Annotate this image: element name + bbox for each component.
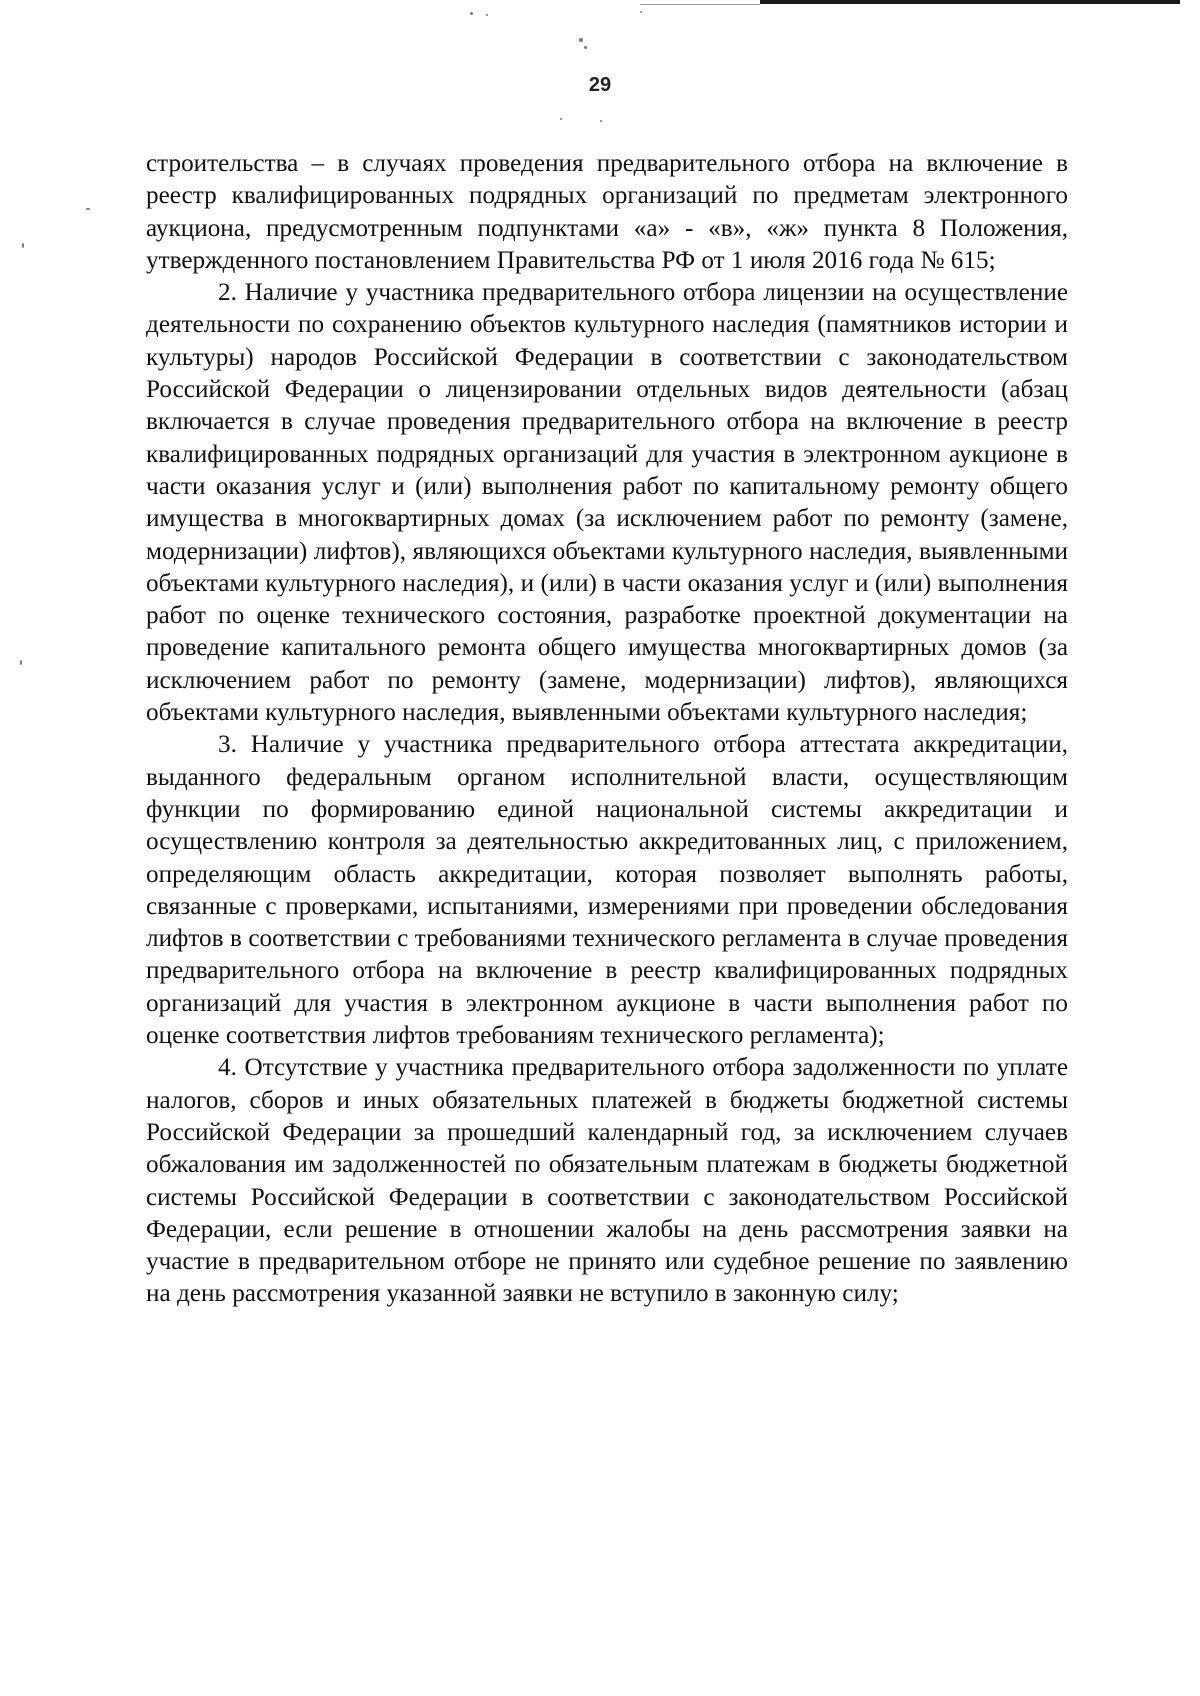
scan-speck	[22, 243, 24, 248]
scan-speck	[579, 38, 583, 42]
scan-speck	[560, 118, 562, 120]
paragraph-continuation: строительства – в случаях проведения предварительного отбора на включение в реестр квалифицированных подрядных организаций по предметам электронного аукциона, предусмотренным подпунктами «а» - «в», «ж» пункта 8 Положения, утвержденного постановлением Правительства РФ от 1 июля 2016 года № 615;	[146, 150, 1068, 274]
scan-edge-artifact-thin	[640, 4, 760, 5]
document-body	[146, 148, 1068, 1311]
scan-speck	[20, 660, 22, 665]
page-number: 29	[588, 74, 612, 96]
scan-speck	[86, 208, 90, 210]
scan-speck	[486, 14, 488, 16]
scan-speck	[584, 46, 587, 49]
scan-speck	[640, 11, 642, 13]
scan-speck	[600, 120, 602, 122]
paragraph-item-2: 2. Наличие у участника предварительного отбора лицензии на осуществление деятельности по сохранению объектов культурного наследия (памятников истории и культуры) народов Российской Федерации в соответствии с законодательством Российской Федерации о лицензировании отдельных видов деятельности (абзац включается в случае проведения предварительного отбора на включение в реестр квалифицированных подрядных организаций для участия в электронном аукционе в части оказания услуг и (или) выполнения работ по капитальному ремонту общего имущества в многоквартирных домах (за исключением работ по ремонту (замене, модернизации) лифтов), являющихся объектами культурного наследия, выявленными объектами культурного наследия), и (или) в части оказания услуг и (или) выполнения работ по оценке технического состояния, разработке проектной документации на проведение капитального ремонта общего имущества многоквартирных домов (за исключением работ по ремонту (замене, модернизации) лифтов), являющихся объектами культурного наследия, выявленными объектами культурного наследия;	[146, 279, 1068, 727]
paragraph-item-3: 3. Наличие у участника предварительного отбора аттестата аккредитации, выданного федеральным органом исполнительной власти, осуществляющим функции по формированию единой национальной системы аккредитации и осуществлению контроля за деятельностью аккредитованных лиц, с приложением, определяющим область аккредитации, которая позволяет выполнять работы, связанные с проверками, испытаниями, измерениями при проведении обследования лифтов в соответствии с требованиями технического регламента в случае проведения предварительного отбора на включение в реестр квалифицированных подрядных организаций для участия в электронном аукционе в части выполнения работ по оценке соответствия лифтов требованиям технического регламента);	[146, 731, 1068, 1050]
paragraph-item-4: 4. Отсутствие у участника предварительного отбора задолженности по уплате налогов, сборов и иных обязательных платежей в бюджеты бюджетной системы Российской Федерации за прошедший календарный год, за исключением случаев обжалования им задолженностей по обязательным платежам в бюджеты бюджетной системы Российской Федерации в соответствии с законодательством Российской Федерации, если решение в отношении жалобы на день рассмотрения заявки на участие в предварительном отборе не принято или судебное решение по заявлению на день рассмотрения указанной заявки не вступило в законную силу;	[146, 1054, 1068, 1308]
scan-speck	[470, 12, 473, 15]
scan-edge-artifact	[760, 0, 1180, 4]
